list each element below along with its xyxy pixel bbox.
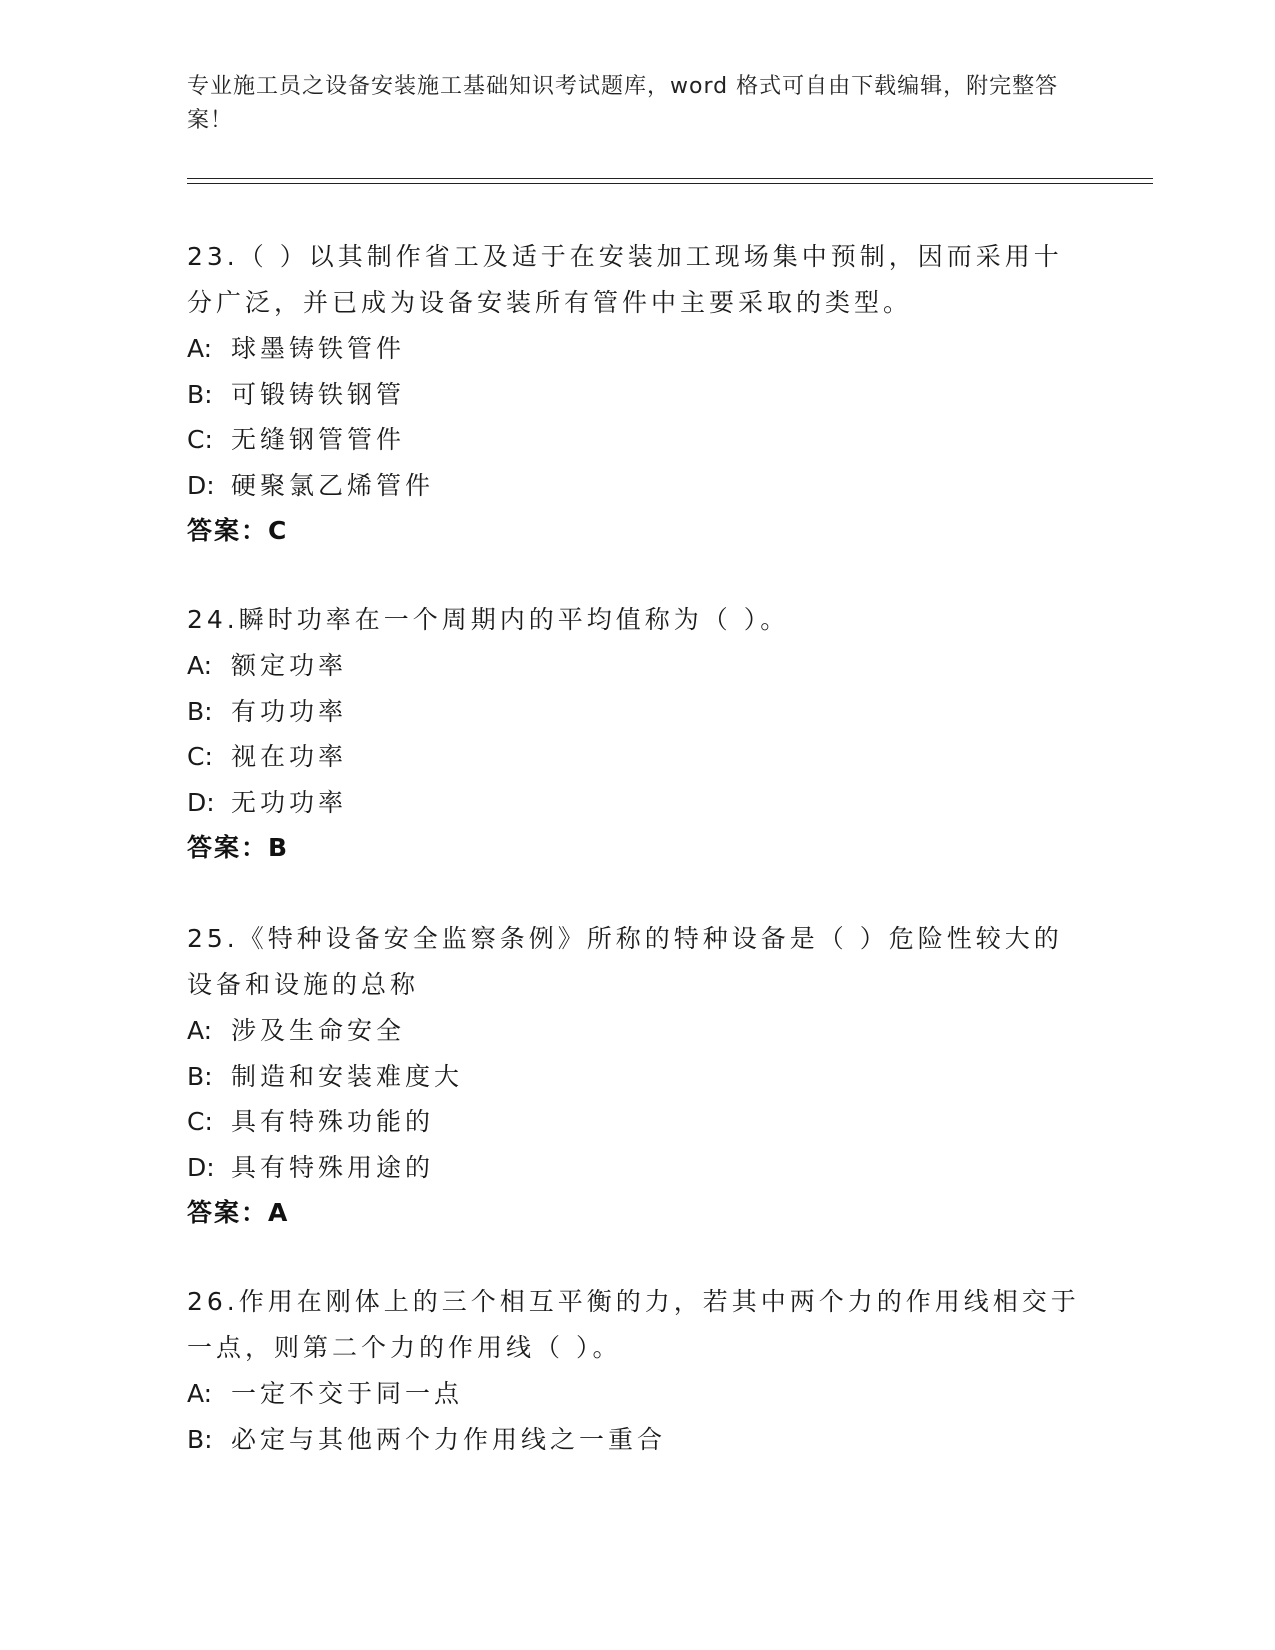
option-key: D:	[187, 470, 215, 500]
option-d	[187, 780, 1087, 826]
option-c	[187, 734, 1087, 780]
option-text: 可锻铸铁钢管	[231, 379, 406, 409]
answer-value: C	[268, 516, 287, 545]
option-key: C:	[187, 1107, 213, 1136]
option-text: 视在功率	[231, 742, 348, 771]
question-25	[187, 916, 1087, 1236]
option-b	[187, 372, 1087, 418]
option-key: A:	[187, 334, 213, 363]
option-a	[187, 643, 1087, 689]
option-d	[187, 463, 1087, 509]
option-key: A:	[187, 1379, 213, 1408]
option-key: C:	[187, 742, 213, 771]
option-d	[187, 1145, 1087, 1191]
option-text: 具有特殊功能的	[231, 1107, 435, 1136]
question-23	[187, 234, 1087, 554]
option-text: 有功功率	[231, 696, 348, 726]
question-24	[187, 597, 1087, 871]
option-a	[187, 1008, 1087, 1054]
header-divider-top	[187, 178, 1153, 179]
option-key: C:	[187, 425, 213, 454]
option-text: 涉及生命安全	[231, 1016, 406, 1045]
option-key: B:	[187, 696, 213, 726]
option-a	[187, 326, 1087, 372]
option-text: 一定不交于同一点	[231, 1379, 464, 1408]
answer-value: B	[268, 833, 288, 862]
option-key: A:	[187, 1016, 213, 1045]
answer-line	[187, 1190, 1087, 1236]
answer-value: A	[268, 1198, 288, 1227]
question-stem: 24.瞬时功率在一个周期内的平均值称为（ ）。	[187, 605, 790, 634]
option-key: B:	[187, 1061, 213, 1091]
option-key: D:	[187, 787, 215, 817]
option-key: D:	[187, 1152, 215, 1182]
option-b	[187, 1417, 1087, 1463]
question-stem: 26.作用在刚体上的三个相互平衡的力，若其中两个力的作用线相交于一点，则第二个力的作用线（ ）。	[187, 1287, 1080, 1362]
option-key: A:	[187, 651, 213, 680]
option-key: B:	[187, 379, 213, 409]
answer-label: 答案：	[187, 833, 269, 862]
option-c	[187, 417, 1087, 463]
option-c	[187, 1099, 1087, 1145]
option-text: 球墨铸铁管件	[231, 334, 406, 363]
option-text: 无缝钢管管件	[231, 425, 406, 454]
option-text: 硬聚氯乙烯管件	[231, 470, 435, 500]
answer-label: 答案：	[187, 1198, 269, 1227]
question-stem: 23.（ ）以其制作省工及适于在安装加工现场集中预制，因而采用十分广泛，并已成为设备安装所有管件中主要采取的类型。	[187, 242, 1063, 317]
question-26	[187, 1279, 1087, 1462]
option-text: 具有特殊用途的	[231, 1152, 435, 1182]
option-a	[187, 1371, 1087, 1417]
option-b	[187, 689, 1087, 735]
option-text: 必定与其他两个力作用线之一重合	[231, 1424, 667, 1454]
answer-label: 答案：	[187, 516, 269, 545]
header-divider-bottom	[187, 183, 1153, 184]
option-text: 额定功率	[231, 651, 348, 680]
option-b	[187, 1054, 1087, 1100]
answer-line	[187, 508, 1087, 554]
question-stem: 25.《特种设备安全监察条例》所称的特种设备是（ ）危险性较大的设备和设施的总称	[187, 924, 1063, 999]
answer-line	[187, 825, 1087, 871]
option-text: 无功功率	[231, 787, 348, 817]
document-header: 专业施工员之设备安装施工基础知识考试题库，word 格式可自由下载编辑，附完整答案！	[187, 74, 1059, 133]
option-text: 制造和安装难度大	[231, 1061, 464, 1091]
option-key: B:	[187, 1424, 213, 1454]
